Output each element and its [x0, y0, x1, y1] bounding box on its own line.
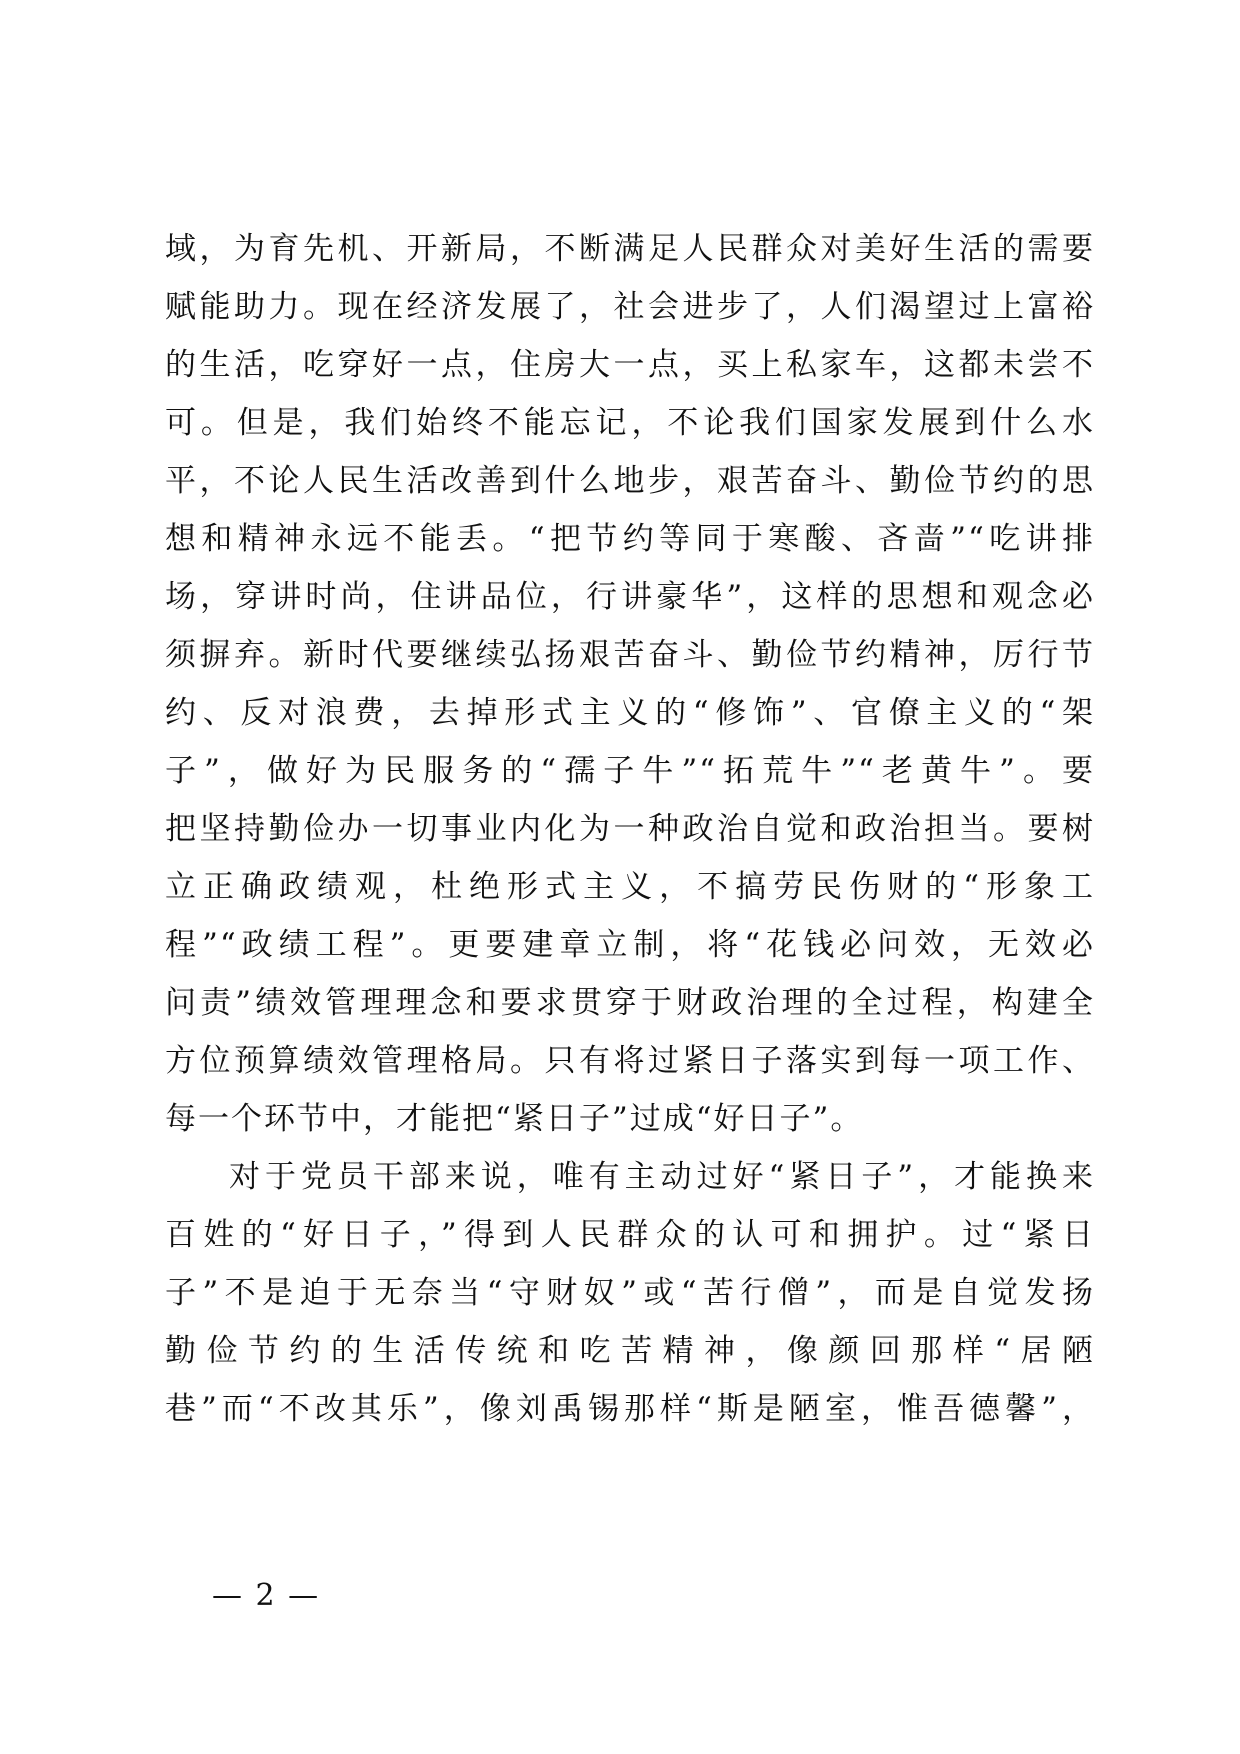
text-line: 约、反对浪费，去掉形式主义的“修饰”、官僚主义的“架 [165, 695, 1095, 731]
text-line: 方位预算绩效管理格局。只有将过紧日子落实到每一项工作、 [165, 1043, 1095, 1079]
text-line: 每一个环节中，才能把“紧日子”过成“好日子”。 [165, 1101, 864, 1137]
text-line: 立正确政绩观，杜绝形式主义，不搞劳民伤财的“形象工 [165, 869, 1095, 905]
text-line: 的生活，吃穿好一点，住房大一点，买上私家车，这都未尝不 [165, 347, 1095, 383]
text-line: 想和精神永远不能丢。“把节约等同于寒酸、吝啬”“吃讲排 [165, 521, 1095, 557]
text-line: 赋能助力。现在经济发展了，社会进步了，人们渴望过上富裕 [165, 289, 1095, 325]
text-line: 程”“政绩工程”。更要建章立制，将“花钱必问效，无效必 [165, 927, 1095, 963]
text-line: 须摒弃。新时代要继续弘扬艰苦奋斗、勤俭节约精神，厉行节 [165, 637, 1095, 673]
text-line: 场，穿讲时尚，住讲品位，行讲豪华”，这样的思想和观念必 [165, 579, 1095, 615]
paragraph-first-line: 对于党员干部来说，唯有主动过好“紧日子”，才能换来 [229, 1159, 1095, 1195]
text-line: 巷”而“不改其乐”，像刘禹锡那样“斯是陋室，惟吾德馨”， [165, 1391, 1095, 1427]
text-line: 勤俭节约的生活传统和吃苦精神，像颜回那样“居陋 [165, 1333, 1095, 1369]
text-line: 子”不是迫于无奈当“守财奴”或“苦行僧”，而是自觉发扬 [165, 1275, 1095, 1311]
text-line: 百姓的“好日子，”得到人民群众的认可和拥护。过“紧日 [165, 1217, 1095, 1253]
text-line: 平，不论人民生活改善到什么地步，艰苦奋斗、勤俭节约的思 [165, 463, 1095, 499]
text-line: 可。但是，我们始终不能忘记，不论我们国家发展到什么水 [165, 405, 1095, 441]
text-line: 问责”绩效管理理念和要求贯穿于财政治理的全过程，构建全 [165, 985, 1095, 1021]
text-line: 域，为育先机、开新局，不断满足人民群众对美好生活的需要 [165, 231, 1095, 267]
text-line: 把坚持勤俭办一切事业内化为一种政治自觉和政治担当。要树 [165, 811, 1095, 847]
page-number: — 2 — [212, 1578, 321, 1613]
body-text [165, 220, 1095, 1438]
text-line: 子”，做好为民服务的“孺子牛”“拓荒牛”“老黄牛”。要 [165, 753, 1095, 789]
